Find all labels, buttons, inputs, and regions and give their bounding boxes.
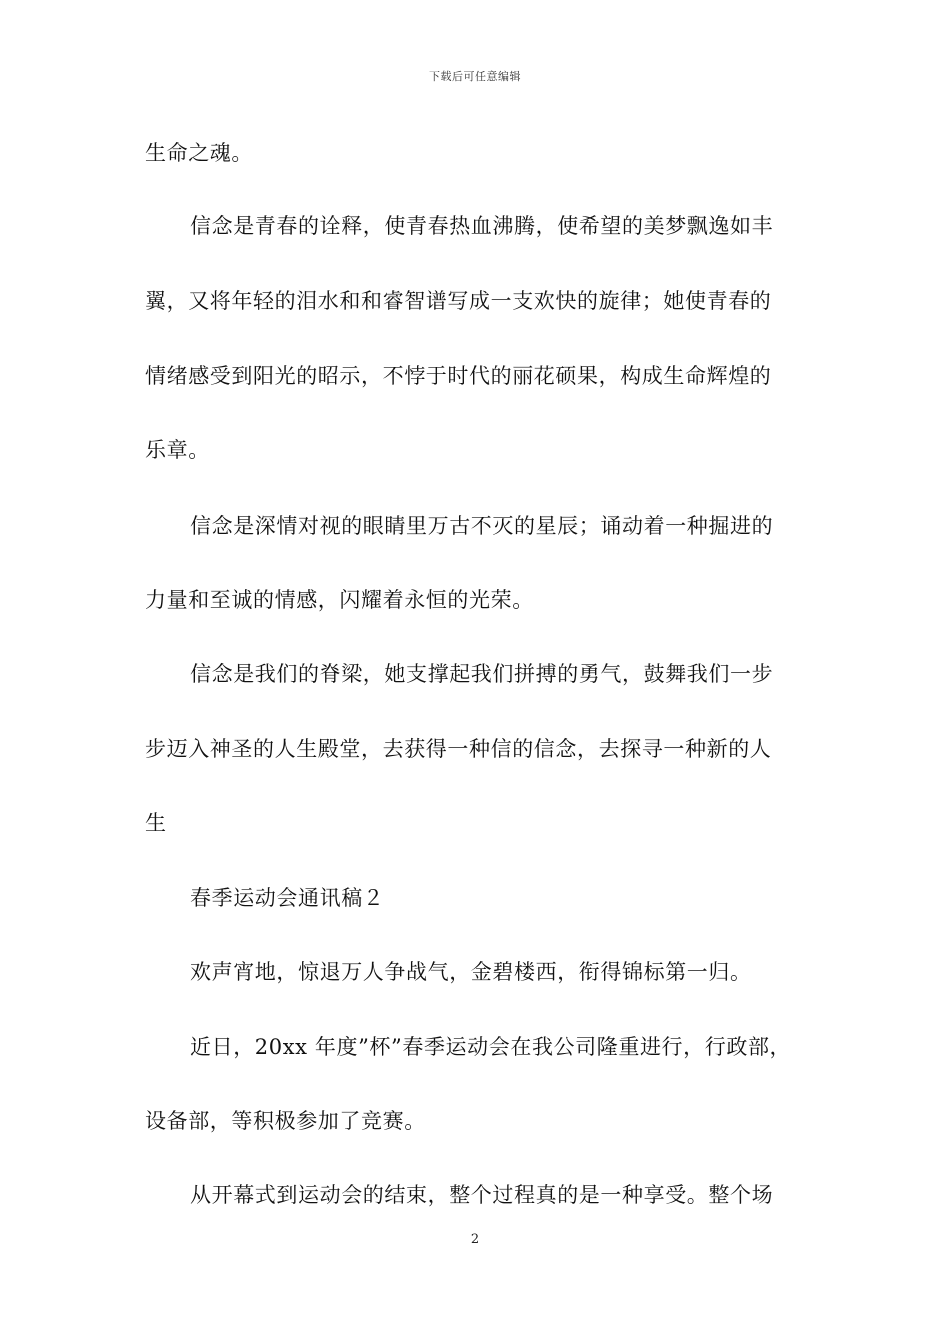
text-line: 信念是青春的诠释，使青春热血沸腾，使希望的美梦飘逸如丰 (190, 214, 774, 238)
text-line: 乐章。 (145, 438, 210, 462)
text-line: 翼，又将年轻的泪水和和睿智谱写成一支欢快的旋律；她使青春的 (145, 289, 772, 313)
text-line: 生命之魂。 (145, 141, 253, 165)
page-number: 2 (470, 1232, 480, 1247)
text-line: 近日，20xx 年度”杯”春季运动会在我公司隆重进行，行政部， (190, 1035, 792, 1059)
text-line: 生 (145, 811, 167, 835)
text-line: 步迈入神圣的人生殿堂，去获得一种信的信念，去探寻一种新的人 (145, 737, 772, 761)
text-line: 欢声宵地，惊退万人争战气，金碧楼西，衔得锦标第一归。 (190, 960, 752, 984)
text-line: 信念是深情对视的眼睛里万古不灭的星辰；诵动着一种掘进的 (190, 514, 774, 538)
text-line: 力量和至诚的情感，闪耀着永恒的光荣。 (145, 588, 534, 612)
text-line: 设备部，等积极参加了竞赛。 (145, 1109, 426, 1133)
text-line: 从开幕式到运动会的结束，整个过程真的是一种享受。整个场 (190, 1183, 774, 1207)
text-line: 情绪感受到阳光的昭示，不悖于时代的丽花硕果，构成生命辉煌的 (145, 364, 772, 388)
page-header: 下载后可任意编辑 (429, 70, 521, 83)
section-heading: 春季运动会通讯稿２ (190, 886, 385, 910)
text-line: 信念是我们的脊梁，她支撑起我们拼搏的勇气，鼓舞我们一步 (190, 662, 774, 686)
